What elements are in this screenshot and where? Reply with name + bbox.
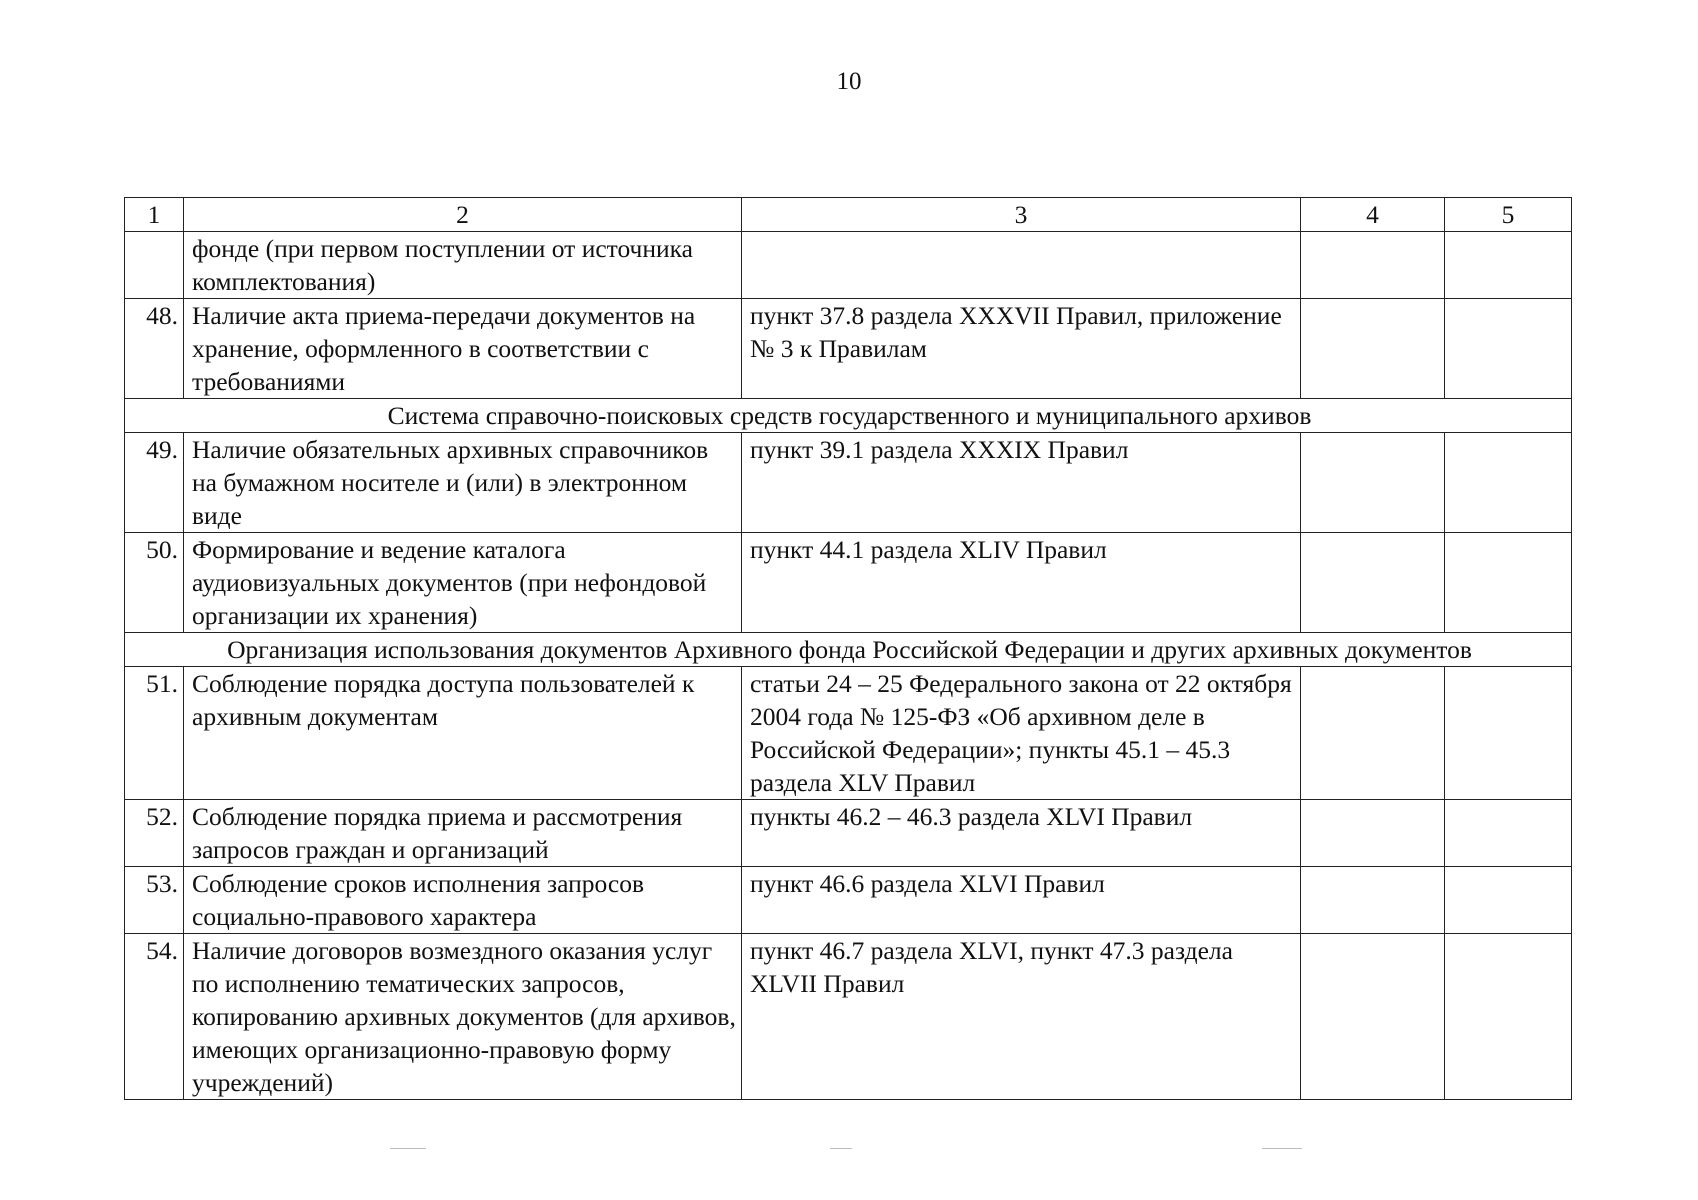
requirement-cell: Наличие договоров возмездного оказания услуг по исполнению тематических запросов, копированию архивных документов (для архивов, имеющих организационно-правовую форму учреждений) — [184, 934, 742, 1100]
requirement-cell: Наличие обязательных архивных справочников на бумажном носителе и (или) в электронном виде — [184, 433, 742, 533]
row-number: 52. — [125, 800, 184, 867]
basis-cell: пункт 46.6 раздела XLVI Правил — [742, 867, 1301, 934]
empty-cell — [1445, 867, 1572, 934]
column-header-2: 2 — [184, 198, 742, 232]
basis-cell: статьи 24 – 25 Федерального закона от 22 октября 2004 года № 125-ФЗ «Об архивном деле в Российской Федерации»; пункты 45.1 – 45.3 раздела XLV Правил — [742, 667, 1301, 800]
column-header-1: 1 — [125, 198, 184, 232]
table-row — [125, 667, 1572, 800]
row-number: 48. — [125, 299, 184, 399]
empty-cell — [1445, 299, 1572, 399]
section-row — [125, 399, 1572, 433]
column-header-5: 5 — [1445, 198, 1572, 232]
empty-cell — [1445, 433, 1572, 533]
empty-cell — [1301, 667, 1445, 800]
table-row — [125, 433, 1572, 533]
basis-cell: пункты 46.2 – 46.3 раздела XLVI Правил — [742, 800, 1301, 867]
requirement-cell: Соблюдение порядка доступа пользователей к архивным документам — [184, 667, 742, 800]
row-number: 53. — [125, 867, 184, 934]
requirement-cell: Формирование и ведение каталога аудиовизуальных документов (при нефондовой организации их хранения) — [184, 533, 742, 633]
row-number — [125, 232, 184, 299]
empty-cell — [1301, 299, 1445, 399]
requirement-cell: Наличие акта приема-передачи документов на хранение, оформленного в соответствии с требованиями — [184, 299, 742, 399]
basis-cell: пункт 39.1 раздела XXXIX Правил — [742, 433, 1301, 533]
section-title: Организация использования документов Архивного фонда Российской Федерации и других архивных документов — [125, 633, 1572, 667]
table-row — [125, 533, 1572, 633]
checklist-table — [124, 197, 1572, 1100]
empty-cell — [1301, 867, 1445, 934]
continuation-row — [125, 232, 1572, 299]
row-number: 54. — [125, 934, 184, 1100]
empty-cell — [1445, 667, 1572, 800]
section-title: Система справочно-поисковых средств государственного и муниципального архивов — [125, 399, 1572, 433]
page-number: 10 — [836, 68, 862, 95]
empty-cell — [1301, 232, 1445, 299]
row-number: 51. — [125, 667, 184, 800]
basis-cell: пункт 37.8 раздела XXXVII Правил, приложение № 3 к Правилам — [742, 299, 1301, 399]
table-row — [125, 299, 1572, 399]
empty-cell — [1301, 800, 1445, 867]
scan-mark — [390, 1148, 426, 1149]
empty-cell — [1445, 934, 1572, 1100]
section-row — [125, 633, 1572, 667]
requirement-cell: фонде (при первом поступлении от источника комплектования) — [184, 232, 742, 299]
scan-mark — [830, 1148, 852, 1149]
requirement-cell: Соблюдение сроков исполнения запросов социально-правового характера — [184, 867, 742, 934]
empty-cell — [1301, 433, 1445, 533]
requirement-cell: Соблюдение порядка приема и рассмотрения запросов граждан и организаций — [184, 800, 742, 867]
empty-cell — [1445, 533, 1572, 633]
empty-cell — [1445, 800, 1572, 867]
table-row — [125, 934, 1572, 1100]
empty-cell — [1301, 533, 1445, 633]
basis-cell: пункт 44.1 раздела XLIV Правил — [742, 533, 1301, 633]
table-row — [125, 800, 1572, 867]
header-row — [125, 198, 1572, 232]
column-header-4: 4 — [1301, 198, 1445, 232]
scan-mark — [1262, 1148, 1302, 1149]
basis-cell: пункт 46.7 раздела XLVI, пункт 47.3 раздела XLVII Правил — [742, 934, 1301, 1100]
row-number: 50. — [125, 533, 184, 633]
column-header-3: 3 — [742, 198, 1301, 232]
row-number: 49. — [125, 433, 184, 533]
empty-cell — [1301, 934, 1445, 1100]
empty-cell — [1445, 232, 1572, 299]
scan-artifacts — [0, 1148, 1698, 1168]
table-row — [125, 867, 1572, 934]
basis-cell — [742, 232, 1301, 299]
